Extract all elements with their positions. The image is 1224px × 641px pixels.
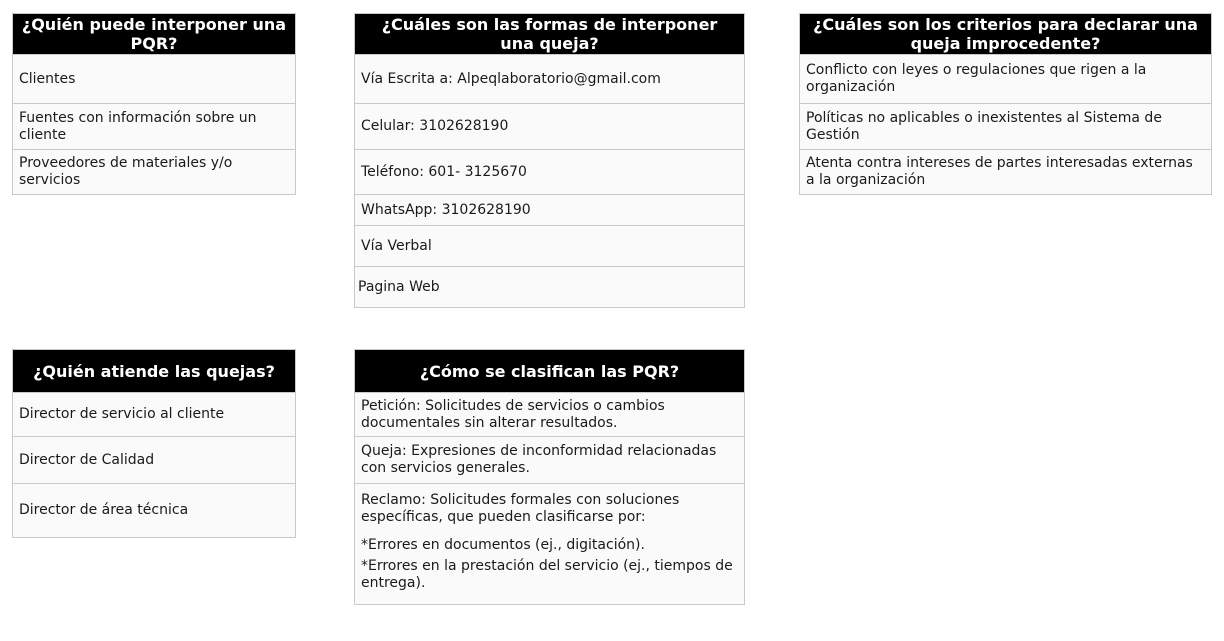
- table-row: WhatsApp: 3102628190: [355, 194, 744, 225]
- table-row: Teléfono: 601- 3125670: [355, 149, 744, 194]
- table-header: ¿Cómo se clasifican las PQR?: [355, 350, 744, 392]
- quien-puede-table: [12, 13, 296, 195]
- table-row: Atenta contra intereses de partes interesadas externas a la organización: [800, 149, 1211, 194]
- table-header: ¿Quién puede interponer una PQR?: [13, 14, 295, 54]
- reclamo-item: *Errores en documentos (ej., digitación).: [361, 537, 645, 553]
- quien-atiende-table: [12, 349, 296, 538]
- table-row: Políticas no aplicables o inexistentes al Sistema de Gestión: [800, 103, 1211, 149]
- table-row: Director de servicio al cliente: [13, 392, 295, 436]
- table-row: Queja: Expresiones de inconformidad relacionadas con servicios generales.: [355, 436, 744, 483]
- formas-table: [354, 13, 745, 308]
- table-header: ¿Cuáles son los criterios para declarar una queja improcedente?: [800, 14, 1211, 54]
- table-row: Vía Escrita a: Alpeqlaboratorio@gmail.com: [355, 54, 744, 103]
- table-header: ¿Quién atiende las quejas?: [13, 350, 295, 392]
- table-row: Director de área técnica: [13, 483, 295, 537]
- table-header: ¿Cuáles son las formas de interponer una queja?: [355, 14, 744, 54]
- table-row: Pagina Web: [355, 266, 744, 307]
- table-row: Conflicto con leyes o regulaciones que rigen a la organización: [800, 54, 1211, 103]
- reclamo-intro: Reclamo: Solicitudes formales con soluciones específicas, que pueden clasificarse por:: [361, 492, 680, 525]
- table-row: Proveedores de materiales y/o servicios: [13, 149, 295, 194]
- reclamo-item: *Errores en la prestación del servicio (ej., tiempos de entrega).: [361, 558, 733, 591]
- clasificacion-table: [354, 349, 745, 605]
- reclamo-row: [355, 483, 744, 604]
- table-row: Petición: Solicitudes de servicios o cambios documentales sin alterar resultados.: [355, 392, 744, 436]
- table-row: Clientes: [13, 54, 295, 103]
- table-row: Fuentes con información sobre un cliente: [13, 103, 295, 149]
- table-row: Director de Calidad: [13, 436, 295, 483]
- criterios-table: [799, 13, 1212, 195]
- table-row: Celular: 3102628190: [355, 103, 744, 149]
- table-row: Vía Verbal: [355, 225, 744, 266]
